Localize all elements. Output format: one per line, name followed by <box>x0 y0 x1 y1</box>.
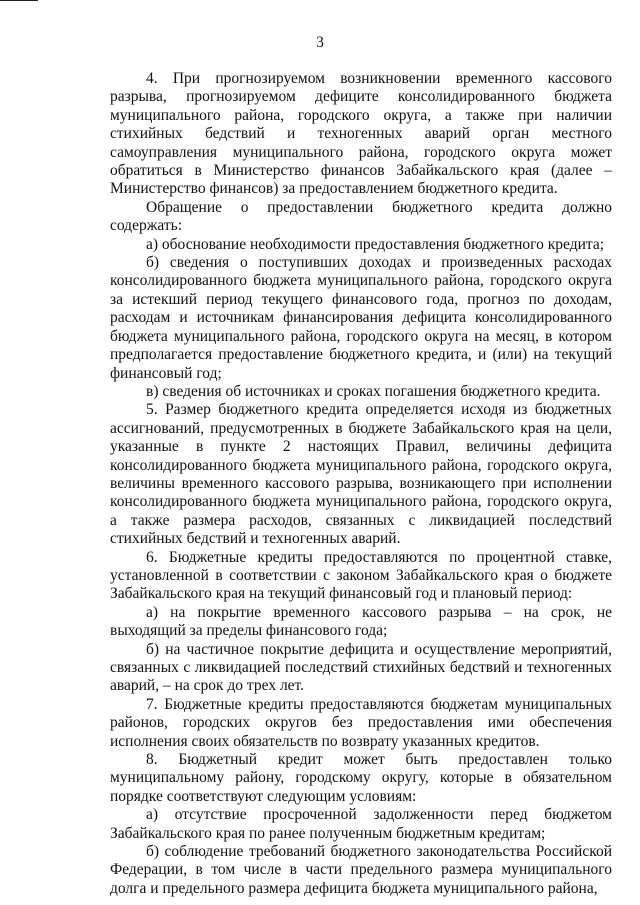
paragraph-8-item-b: б) соблюдение требований бюджетного законодательства Российской Федерации, в том числе в части предельного размера муниципального долга и предельного размера дефицита бюджета муниципального района, <box>110 843 612 897</box>
paragraph-4: 4. При прогнозируемом возникновении временного кассового разрыва, прогнозируемом дефиците консолидированного бюджета муниципального района, городского округа, а также при наличии стихийных бедствий и техногенных аварий орган местного самоуправления муниципального района, городского округа может обратиться в Министерство финансов Забайкальского края (далее – Министерство финансов) за предоставлением бюджетного кредита. <box>110 70 612 198</box>
paragraph-6-item-b: б) на частичное покрытие дефицита и осуществление мероприятий, связанных с ликвидацией последствий стихийных бедствий и техногенных аварий, – на срок до трех лет. <box>110 640 612 695</box>
paragraph-item-b: б) сведения о поступивших доходах и произведенных расходах консолидированного бюджета муниципального района, городского округа за истекший период текущего финансового года, прогноз по доходам, расходам и источникам финансирования дефицита консолидированного бюджета муниципального района, городского округа на месяц, в котором предполагается предоставление бюджетного кредита, и (или) на текущий финансовый год; <box>110 254 612 382</box>
document-body <box>110 70 612 898</box>
paragraph-item-v: в) сведения об источниках и сроках погашения бюджетного кредита. <box>146 382 601 400</box>
paragraph-8: 8. Бюджетный кредит может быть предоставлен только муниципальному району, городскому округу, которые в обязательном порядке соответствуют следующим условиям: <box>110 751 612 805</box>
page-number: 3 <box>316 34 324 51</box>
paragraph-6-item-a: а) на покрытие временного кассового разрыва – на срок, не выходящий за пределы финансового года; <box>110 603 612 640</box>
scan-corner-mark <box>0 0 38 2</box>
paragraph-7: 7. Бюджетные кредиты предоставляются бюджетам муниципальных районов, городских округов без предоставления ими обеспечения исполнения своих обязательств по возврату указанных кредитов. <box>110 695 612 750</box>
paragraph-8-item-a: а) отсутствие просроченной задолженности перед бюджетом Забайкальского края по ранее полученным бюджетным кредитам; <box>110 806 612 842</box>
paragraph-item-a: а) обоснование необходимости предоставления бюджетного кредита; <box>146 235 605 253</box>
paragraph-request-contents: Обращение о предоставлении бюджетного кредита должно содержать: <box>110 198 612 235</box>
paragraph-5: 5. Размер бюджетного кредита определяется исходя из бюджетных ассигнований, предусмотренных в бюджете Забайкальского края на цели, указанные в пункте 2 настоящих Правил, величины дефицита консолидированного бюджета муниципального района, городского округа, величины временного кассового разрыва, возникающего при исполнении консолидированного бюджета муниципального района, городского округа, а также размера расходов, связанных с ликвидацией последствий стихийных бедствий и техногенных аварий. <box>110 401 612 548</box>
paragraph-6: 6. Бюджетные кредиты предоставляются по процентной ставке, установленной в соответствии с законом Забайкальского края о бюджете Забайкальского края на текущий финансовый год и плановый период: <box>110 548 612 603</box>
